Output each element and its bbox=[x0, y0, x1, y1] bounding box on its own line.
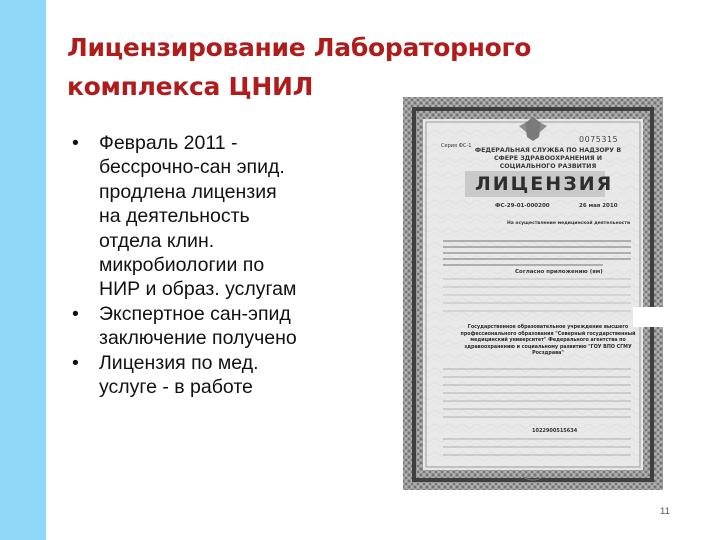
bullet-line: Лицензия по мед. bbox=[99, 351, 259, 374]
left-accent-bar bbox=[0, 0, 46, 540]
certificate-series: Серия ФС-1 bbox=[441, 143, 472, 149]
bullet-line: отдела клин. bbox=[99, 229, 215, 252]
certificate-number: 0075315 bbox=[579, 135, 619, 144]
certificate-heading: ФЕДЕРАЛЬНАЯ СЛУЖБА ПО НАДЗОРУ В СФЕРЕ ЗДРАВООХРАНЕНИЯ И СОЦИАЛЬНОГО РАЗВИТИЯ bbox=[474, 147, 622, 170]
bullet-line: продлена лицензия bbox=[99, 180, 277, 203]
bullet-line: на деятельность bbox=[99, 205, 250, 228]
bullet-line: микробиологии по bbox=[99, 254, 265, 277]
bullet-line: бессрочно-сан эпид. bbox=[99, 156, 285, 179]
certificate-date: 26 мая 2010 bbox=[579, 203, 618, 209]
bullet-list bbox=[72, 131, 372, 399]
bullet-line: НИР и образ. услугам bbox=[99, 278, 297, 301]
bullet-item-expert-conclusion bbox=[72, 302, 372, 351]
certificate-annex: Согласно приложению (ям) bbox=[515, 269, 603, 275]
slide-title-line-2: комплекса ЦНИЛ bbox=[67, 72, 314, 101]
bullet-line: Экспертное сан-эпид bbox=[99, 302, 291, 325]
certificate-organization: Государственное образовательное учреждение высшего профессионального образования "Северный государственный медицинский университет" Федерального агентства по здравоохранению и социальному развитию "ГОУ ВПО СГМУ Росздрава" bbox=[460, 325, 636, 357]
bullet-item-medical-license bbox=[72, 351, 372, 400]
page-number: 11 bbox=[660, 506, 670, 517]
certificate-big-title: ЛИЦЕНЗИЯ bbox=[475, 173, 614, 195]
bullet-line: услуге - в работе bbox=[99, 376, 253, 399]
certificate-ogrn: 1022900515634 bbox=[532, 428, 578, 434]
certificate-reg-number: ФС-29-01-000200 bbox=[495, 203, 550, 209]
bullet-item-license-extension bbox=[72, 131, 372, 302]
bullet-line: Февраль 2011 - bbox=[99, 132, 238, 154]
bullet-marker: • bbox=[72, 132, 79, 154]
license-certificate-image bbox=[403, 97, 663, 490]
bullet-marker: • bbox=[72, 302, 79, 325]
bullet-line: заключение получено bbox=[99, 327, 297, 350]
slide-title-line-1: Лицензирование Лабораторного bbox=[67, 33, 532, 62]
slide-title bbox=[67, 28, 667, 106]
certificate-activity-kind: На осуществление медицинской деятельности bbox=[507, 221, 631, 226]
bullet-marker: • bbox=[72, 351, 79, 374]
